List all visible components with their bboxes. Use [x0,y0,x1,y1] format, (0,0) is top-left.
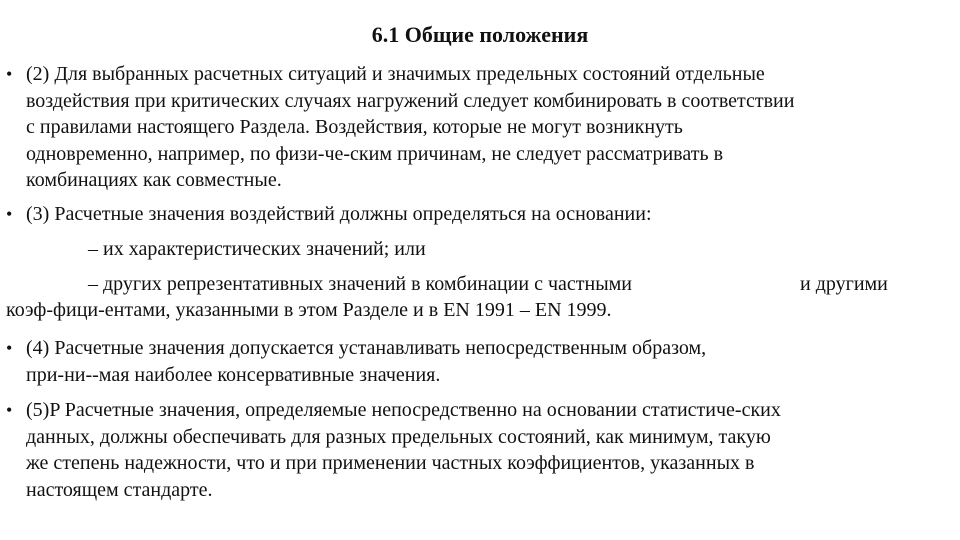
slide-title: 6.1 Общие положения [371,22,589,47]
text-line: комбинациях как совместные. [26,169,282,191]
paragraph-2 [6,61,946,194]
paragraph-4 [6,335,946,388]
text-line: воздействия при критических случаях нагружений следует комбинировать в соответствии [26,89,795,112]
paragraph-3 [6,201,946,228]
bullet-icon: • [6,338,13,358]
text-line: (3) Расчетные значения воздействий должны определяться на основании: [26,203,652,225]
list-item-characteristic: – их характеристических значений; или [88,238,426,260]
text-line: (4) Расчетные значения допускается устанавливать непосредственным образом, [26,337,707,359]
text-line: одновременно, например, по физи-че-ским причинам, не следует рассматривать в [26,142,724,165]
bullet-icon: • [6,400,13,420]
text-line: данных, должны обеспечивать для разных предельных состояний, как минимум, такую [26,425,771,448]
paragraph-5p [6,397,946,503]
bullet-icon: • [6,64,13,84]
text-line: (5)P Расчетные значения, определяемые непосредственно на основании статистиче-ских [26,399,781,421]
paragraph-3-continuation: коэф-фици-ентами, указанными в этом Разделе и в EN 1991 – EN 1999. [6,299,612,321]
text-line: с правилами настоящего Раздела. Воздействия, которые не могут возникнуть [26,116,683,138]
text-line: (2) Для выбранных расчетных ситуаций и значимых предельных состояний отдельные [26,63,765,85]
list-item-representative: – других репрезентативных значений в комбинации с частными [88,273,633,295]
text-line: настоящем стандарте. [26,478,213,501]
text-line: при-ни--мая наиболее консервативные значения. [26,363,441,386]
text-line: же степень надежности, что и при применении частных коэффициентов, указанных в [26,452,755,474]
list-item-representative-tail: и другими [800,273,888,295]
bullet-icon: • [6,204,13,224]
